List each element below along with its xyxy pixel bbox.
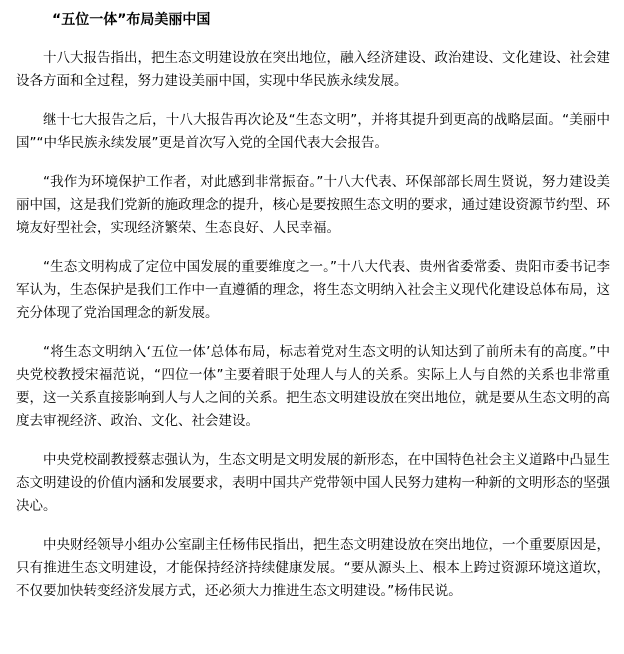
paragraph-1: 十八大报告指出，把生态文明建设放在突出地位，融入经济建设、政治建设、文化建设、社会建设各方面和全过程，努力建设美丽中国，实现中华民族永续发展。 xyxy=(16,50,610,89)
paragraph-2: 继十七大报告之后，十八大报告再次论及“生态文明”，并将其提升到更高的战略层面。“美丽中国”“中华民族永续发展”更是首次写入党的全国代表大会报告。 xyxy=(16,112,610,151)
paragraph-3: “我作为环境保护工作者，对此感到非常振奋。”十八大代表、环保部部长周生贤说，努力建设美丽中国，这是我们党新的施政理念的提升，核心是要按照生态文明的要求，通过建设资源节约型、环境友好型社会，实现经济繁荣、生态良好、人民幸福。 xyxy=(16,174,610,236)
paragraph-5: “将生态文明纳入‘五位一体’总体布局，标志着党对生态文明的认知达到了前所未有的高度。”中央党校教授宋福范说，“四位一体”主要着眼于处理人与人的关系。实际上人与自然的关系也非常重要，这一关系直接影响到人与人之间的关系。把生态文明建设放在突出地位，就是要从生态文明的高度去审视经济、政治、文化、社会建设。 xyxy=(16,344,610,429)
paragraph-4: “生态文明构成了定位中国发展的重要维度之一。”十八大代表、贵州省委常委、贵阳市委书记李军认为，生态保护是我们工作中一直遵循的理念，将生态文明纳入社会主义现代化建设总体布局，这充分体现了党治国理念的新发展。 xyxy=(16,259,610,321)
article-title: “五位一体”布局美丽中国 xyxy=(52,12,211,28)
paragraph-7: 中央财经领导小组办公室副主任杨伟民指出，把生态文明建设放在突出地位，一个重要原因是，只有推进生态文明建设，才能保持经济持续健康发展。“要从源头上、根本上跨过资源环境这道坎，不仅要加快转变经济发展方式，还必须大力推进生态文明建设。”杨伟民说。 xyxy=(16,537,610,599)
paragraph-6: 中央党校副教授蔡志强认为，生态文明是文明发展的新形态，在中国特色社会主义道路中凸显生态文明建设的价值内涵和发展要求，表明中国共产党带领中国人民努力建构一种新的文明形态的坚强决心。 xyxy=(16,452,610,514)
